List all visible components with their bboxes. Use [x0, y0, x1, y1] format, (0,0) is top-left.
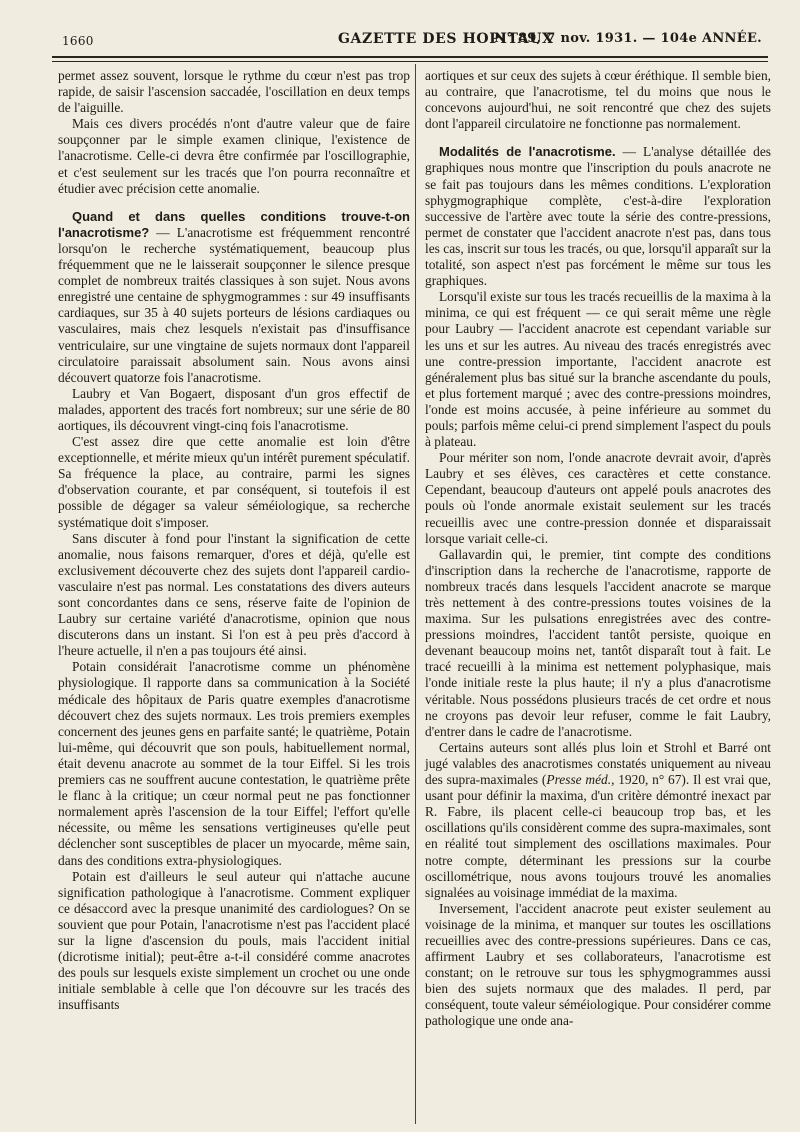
paragraph: Gallavardin qui, le premier, tint compte des conditions d'inscription dans la recherche de l'anacrotisme, rapporte de nombreux tracés dans lesquels l'accident anacrote se marque très nettement à des contre-pressions toutes voisines de la maxima. Sur les pulsations enregistrées avec des contre-pressions moindres, l'accident tantôt persiste, quoique en devenant beaucoup moins net, tantôt disparaît tout à fait. Le tracé recueilli à la minima est nettement polyphasique, mais l'onde initiale reste la plus haute; il n'y a plus d'anacrotisme véritable. Nous possédons plusieurs tracés de cet ordre et nous ne croyons pas devoir leur refuser, comme le fait Laubry, d'entrer dans le cadre de l'anacrotisme. — [425, 546, 771, 739]
section-heading: Modalités de l'anacrotisme. — [439, 144, 616, 160]
paragraph: Potain considérait l'anacrotisme comme un phénomène physiologique. Il rapporte dans sa communication à la Société médicale des hôpitaux de Paris quatre exemples d'anacrotisme découvert chez des sujets normaux. Les trois premiers exemples concernent des jeunes gens en parfaite santé; le quatrième, Potain lui-même, qui découvrit que son pouls, habituellement normal, était devenu anacrote au sommet de la tour Eiffel. Si les trois premiers cas ne souffrent aucune contestation, le quatrième prête le flanc à la critique; un cœur normal peut ne pas fonctionner normalement après l'ascension de la tour Eiffel; l'effort qu'elle nécessite, ou même les sensations vertigineuses qu'elle peut déclencher sont susceptibles de placer un myocarde, même sain, dans des conditions extra-physiologiques. — [58, 659, 410, 868]
paragraph: Potain est d'ailleurs le seul auteur qui n'attache aucune signification pathologique à l'anacrotisme. Comment expliquer ce désaccord avec la presque unanimité des cardiologues? On se souvient que pour Potain, l'anacrotisme n'est pas l'accident placé sur la ligne d'ascension du pouls, mais l'accident initial (dicrotisme initial); peut-être a-t-il considéré comme anacrotes des pouls sur lesquels existe simplement un crochet ou une onde initiale semblable à celle que l'on découvre sur les tracés des insuffisants — [58, 868, 410, 1013]
paragraph-text: Certains auteurs sont allés plus loin et Strohl et Barré ont jugé valables des anacrotismes constatés uniquement au niveau des supra-maximales ( — [425, 739, 771, 788]
header-rule-thick — [52, 56, 768, 58]
citation-journal: Presse méd. — [546, 772, 612, 788]
issue-info: N° 89, 7 nov. 1931. — 104e ANNÉE. — [494, 31, 762, 46]
paragraph-text: — L'anacrotisme est fréquemment rencontré lorsqu'on le recherche systématiquement, beaucoup plus fréquemment que ne le laisserait soupçonner le silence presque complet de nombreux traités classiques à son sujet. Nous avons enregistré une centaine de sphygmogrammes : sur 49 insuffisants cardiaques, sur 35 à 40 sujets porteurs de lésions cardiaques ou vasculaires, mais chez lesquels n'existait pas d'insuffisance ventriculaire, sur une vingtaine de sujets normaux dont l'appareil circulatoire paraissait absolument sain. Nous avons ainsi découvert quatorze fois l'anacrotisme. — [58, 224, 410, 385]
paragraph: Laubry et Van Bogaert, disposant d'un gros effectif de malades, apportent des tracés fort nombreux; sur une série de 80 aortiques, ils découvrent vingt-cinq fois l'anacrotisme. — [58, 385, 410, 433]
paragraph: Pour mériter son nom, l'onde anacrote devrait avoir, d'après Laubry et ses élèves, ces caractères et cette constance. Cependant, beaucoup d'auteurs ont appelé pouls anacrotes des pouls où l'onde anormale existait seulement sur les tracés recueillis avec une contre-pression donnée et disparaissait lorsque variait celle-ci. — [425, 450, 771, 546]
right-column — [425, 68, 771, 1030]
paragraph-text: — L'analyse détaillée des graphiques nous montre que l'inscription du pouls anacrote ne se fait pas toujours dans les mêmes conditions. L'exploration sphygmographique complète, c'est-à-dire l'exploration successive de l'artère avec toute la série des contre-pressions, permet de constater que l'accident anacrote n'est pas, dans tous les cas, inscrit sur tous les tracés, ou que, lorsqu'il apparaît sur la totalité, son aspect n'est pas forcément le même sur tous les graphiques. — [425, 144, 771, 289]
paragraph: Mais ces divers procédés n'ont d'autre valeur que de faire soupçonner par le simple examen clinique, l'existence de l'anacrotisme. Celle-ci devra être confirmée par l'oscillographie, et c'est seulement sur les tracés que l'on pourra reconnaître et étudier avec précision cette anomalie. — [58, 116, 410, 196]
section-heading: Quand et dans quelles conditions trouve-t-on l'anacrotisme? — [58, 208, 410, 240]
section-paragraph — [425, 144, 771, 289]
paragraph: Lorsqu'il existe sur tous les tracés recueillis de la maxima à la minima, ce qui est fréquent — ce qui serait même une règle pour Laubry — l'accident anacrote est cependant variable sur les uns et sur les autres. Au niveau des tracés enregistrés avec une contre-pression importante, l'accident anacrote est généralement plus bas situé sur la branche ascendante du pouls, et plus fortement marqué ; avec des contre-pressions moindres, l'onde est moins accusée, à peine inférieure au sommet du pouls; parfois même celui-ci prend simplement l'aspect du pouls à plateau. — [425, 289, 771, 450]
paragraph: permet assez souvent, lorsque le rythme du cœur n'est pas trop rapide, de saisir l'ascension saccadée, l'oscillation en deux temps de l'aiguille. — [58, 68, 410, 116]
left-column — [58, 68, 410, 1013]
page-number: 1660 — [62, 34, 94, 48]
paragraph-text: , 1920, n° 67). Il est vrai que, usant pour définir la maxima, d'un critère démontré inexact par R. Fabre, ils placent celle-ci beaucoup trop bas, et les oscillations qu'ils considèrent comme des supra-maximales, sont en réalité tout simplement des oscillations maximales. Pour notre compte, déterminant les pressions sur la courbe oscillométrique, nous avons toujours trouvé les anomalies signalées au voisinage immédiat de la maxima. — [425, 772, 771, 900]
page-header — [48, 28, 768, 52]
paragraph: C'est assez dire que cette anomalie est loin d'être exceptionnelle, et mérite mieux qu'un intérêt purement spéculatif. Sa fréquence la place, au contraire, parmi les signes d'observation courante, et par conséquent, si toutefois il est possible de dégager sa valeur séméiologique, sa recherche systématique doit s'imposer. — [58, 434, 410, 530]
header-rule-thin — [52, 61, 768, 62]
journal-title: GAZETTE DES HOPITAUX — [338, 31, 554, 47]
section-paragraph — [58, 209, 410, 386]
paragraph: Sans discuter à fond pour l'instant la signification de cette anomalie, nous faisons remarquer, d'ores et déjà, qu'elle est exclusivement découverte chez des sujets dont l'appareil cardio-vasculaire n'est pas normal. Les constatations des divers auteurs sont concordantes dans ce sens, réserve faite de l'opinion de Laubry sur certaine variété d'anacrotisme, opinion que nous discuterons dans un instant. Si l'on est à peu près d'accord à l'heure actuelle, il n'en a pas toujours été ainsi. — [58, 530, 410, 659]
paragraph: aortiques et sur ceux des sujets à cœur éréthique. Il semble bien, au contraire, que l'anacrotisme, tel du moins que nous le concevons aujourd'hui, ne soit rencontré que chez des sujets dont l'appareil circulatoire ne fonctionne pas normalement. — [425, 68, 771, 132]
paragraph — [425, 740, 771, 901]
column-divider — [415, 64, 416, 1124]
paragraph: Inversement, l'accident anacrote peut exister seulement au voisinage de la minima, et manquer sur toutes les oscillations recueillies avec des contre-pressions supérieures. Dans ce cas, affirment Laubry et ses collaborateurs, l'anacrotisme est constant; on le retrouve sur tous les sphygmogrammes aussi bien des sujets normaux que des malades. Il perd, par conséquent, toute valeur séméiologique. Pour considérer comme pathologique une onde ana- — [425, 900, 771, 1029]
